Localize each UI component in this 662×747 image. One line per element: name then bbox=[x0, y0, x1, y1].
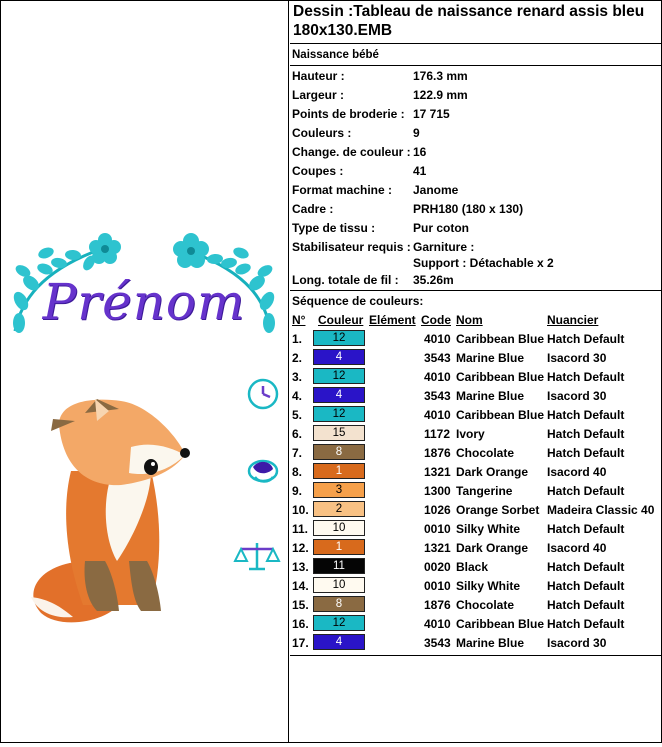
thread-name: Orange Sorbet bbox=[456, 503, 540, 517]
thread-chart: Hatch Default bbox=[547, 598, 625, 612]
thread-chart: Hatch Default bbox=[547, 427, 625, 441]
color-swatch: 1 bbox=[313, 463, 365, 479]
table-row bbox=[290, 500, 662, 519]
property-value: 122.9 mm bbox=[413, 88, 468, 102]
thread-code: 0020 bbox=[424, 560, 451, 574]
thread-code: 3543 bbox=[424, 636, 451, 650]
color-swatch: 11 bbox=[313, 558, 365, 574]
thread-name: Black bbox=[456, 560, 489, 574]
table-row bbox=[290, 614, 662, 633]
table-row bbox=[290, 576, 662, 595]
row-number: 16. bbox=[292, 617, 309, 631]
row-number: 4. bbox=[292, 389, 303, 403]
property-value: 16 bbox=[413, 145, 427, 159]
property-value: 9 bbox=[413, 126, 420, 140]
thread-name: Dark Orange bbox=[456, 541, 529, 555]
color-swatch: 15 bbox=[313, 425, 365, 441]
design-subtitle: Naissance bébé bbox=[292, 49, 379, 61]
thread-name: Tangerine bbox=[456, 484, 513, 498]
header-chart: Nuancier bbox=[547, 313, 599, 327]
color-swatch: 12 bbox=[313, 615, 365, 631]
color-swatch: 3 bbox=[313, 482, 365, 498]
thread-chart: Isacord 40 bbox=[547, 541, 607, 555]
thread-code: 1876 bbox=[424, 446, 451, 460]
thread-name: Silky White bbox=[456, 579, 521, 593]
row-number: 6. bbox=[292, 427, 303, 441]
thread-name: Caribbean Blue bbox=[456, 408, 545, 422]
property-value: PRH180 (180 x 130) bbox=[413, 202, 524, 216]
divider bbox=[290, 43, 662, 44]
thread-chart: Isacord 30 bbox=[547, 389, 607, 403]
thread-name: Ivory bbox=[456, 427, 485, 441]
thread-name: Chocolate bbox=[456, 446, 515, 460]
preview-name-text: Prénom bbox=[42, 273, 246, 331]
property-label: Change. de couleur : bbox=[292, 145, 411, 159]
thread-spool-icon bbox=[249, 461, 277, 482]
color-swatch: 8 bbox=[313, 596, 365, 612]
thread-chart: Isacord 30 bbox=[547, 351, 607, 365]
property-value: 35.26m bbox=[413, 273, 454, 287]
thread-code: 0010 bbox=[424, 579, 451, 593]
property-label: Cadre : bbox=[292, 202, 334, 216]
table-row bbox=[290, 424, 662, 443]
thread-name: Caribbean Blue bbox=[456, 332, 545, 346]
header-name: Nom bbox=[456, 313, 483, 327]
thread-code: 4010 bbox=[424, 332, 451, 346]
fox-illustration bbox=[31, 399, 190, 622]
property-label: Coupes : bbox=[292, 164, 344, 178]
divider bbox=[290, 655, 662, 656]
property-value: 17 715 bbox=[413, 107, 450, 121]
table-row bbox=[290, 443, 662, 462]
table-row bbox=[290, 519, 662, 538]
thread-code: 0010 bbox=[424, 522, 451, 536]
divider bbox=[290, 65, 662, 66]
thread-code: 1026 bbox=[424, 503, 451, 517]
thread-name: Caribbean Blue bbox=[456, 617, 545, 631]
thread-chart: Hatch Default bbox=[547, 579, 625, 593]
color-swatch: 4 bbox=[313, 349, 365, 365]
table-row bbox=[290, 348, 662, 367]
thread-name: Caribbean Blue bbox=[456, 370, 545, 384]
thread-code: 1172 bbox=[424, 427, 451, 441]
table-row bbox=[290, 329, 662, 348]
row-number: 9. bbox=[292, 484, 303, 498]
property-value: 176.3 mm bbox=[413, 69, 468, 83]
thread-chart: Hatch Default bbox=[547, 408, 625, 422]
property-label: Format machine : bbox=[292, 183, 393, 197]
thread-chart: Hatch Default bbox=[547, 617, 625, 631]
color-swatch: 2 bbox=[313, 501, 365, 517]
row-number: 3. bbox=[292, 370, 303, 384]
header-code: Code bbox=[421, 313, 451, 327]
property-label: Couleurs : bbox=[292, 126, 352, 140]
thread-code: 4010 bbox=[424, 408, 451, 422]
property-value: Garniture : bbox=[413, 240, 475, 254]
table-row bbox=[290, 633, 662, 652]
thread-chart: Hatch Default bbox=[547, 522, 625, 536]
table-row bbox=[290, 462, 662, 481]
color-swatch: 12 bbox=[313, 368, 365, 384]
property-label: Hauteur : bbox=[292, 69, 345, 83]
property-label: Stabilisateur requis : bbox=[292, 240, 411, 254]
color-swatch: 4 bbox=[313, 387, 365, 403]
table-row bbox=[290, 405, 662, 424]
row-number: 8. bbox=[292, 465, 303, 479]
design-info-sheet bbox=[290, 1, 662, 742]
thread-chart: Isacord 40 bbox=[547, 465, 607, 479]
table-row bbox=[290, 557, 662, 576]
divider bbox=[290, 290, 662, 291]
thread-name: Silky White bbox=[456, 522, 521, 536]
color-swatch: 10 bbox=[313, 520, 365, 536]
property-value: 41 bbox=[413, 164, 427, 178]
thread-chart: Hatch Default bbox=[547, 370, 625, 384]
preview-artwork bbox=[1, 1, 289, 742]
thread-code: 1321 bbox=[424, 541, 451, 555]
color-swatch: 8 bbox=[313, 444, 365, 460]
table-row bbox=[290, 595, 662, 614]
row-number: 7. bbox=[292, 446, 303, 460]
thread-code: 4010 bbox=[424, 370, 451, 384]
thread-code: 3543 bbox=[424, 351, 451, 365]
property-value-secondary: Support : Détachable x 2 bbox=[413, 256, 554, 270]
thread-code: 1321 bbox=[424, 465, 451, 479]
table-row bbox=[290, 481, 662, 500]
thread-chart: Hatch Default bbox=[547, 484, 625, 498]
table-row bbox=[290, 386, 662, 405]
row-number: 17. bbox=[292, 636, 309, 650]
color-swatch: 12 bbox=[313, 406, 365, 422]
color-swatch: 12 bbox=[313, 330, 365, 346]
property-label: Type de tissu : bbox=[292, 221, 376, 235]
thread-code: 1300 bbox=[424, 484, 451, 498]
row-number: 2. bbox=[292, 351, 303, 365]
property-label: Points de broderie : bbox=[292, 107, 405, 121]
row-number: 15. bbox=[292, 598, 309, 612]
thread-chart: Hatch Default bbox=[547, 560, 625, 574]
row-number: 10. bbox=[292, 503, 309, 517]
clock-icon bbox=[249, 380, 277, 408]
row-number: 12. bbox=[292, 541, 309, 555]
design-preview bbox=[1, 1, 289, 742]
thread-name: Chocolate bbox=[456, 598, 515, 612]
property-value: Janome bbox=[413, 183, 459, 197]
thread-code: 1876 bbox=[424, 598, 451, 612]
table-row bbox=[290, 367, 662, 386]
thread-chart: Hatch Default bbox=[547, 332, 625, 346]
row-number: 13. bbox=[292, 560, 309, 574]
thread-name: Marine Blue bbox=[456, 636, 525, 650]
color-swatch: 4 bbox=[313, 634, 365, 650]
color-sequence-title: Séquence de couleurs: bbox=[292, 294, 424, 308]
balance-scale-icon bbox=[235, 543, 279, 569]
property-label: Long. totale de fil : bbox=[292, 273, 399, 287]
property-value: Pur coton bbox=[413, 221, 469, 235]
row-number: 5. bbox=[292, 408, 303, 422]
row-number: 11. bbox=[292, 522, 309, 536]
property-label: Largeur : bbox=[292, 88, 345, 102]
thread-name: Dark Orange bbox=[456, 465, 529, 479]
row-number: 14. bbox=[292, 579, 309, 593]
table-row bbox=[290, 538, 662, 557]
thread-chart: Isacord 30 bbox=[547, 636, 607, 650]
thread-chart: Madeira Classic 40 bbox=[547, 503, 655, 517]
header-num: N° bbox=[292, 313, 306, 327]
thread-code: 3543 bbox=[424, 389, 451, 403]
thread-name: Marine Blue bbox=[456, 351, 525, 365]
row-number: 1. bbox=[292, 332, 303, 346]
thread-chart: Hatch Default bbox=[547, 446, 625, 460]
color-swatch: 1 bbox=[313, 539, 365, 555]
color-swatch: 10 bbox=[313, 577, 365, 593]
thread-code: 4010 bbox=[424, 617, 451, 631]
header-color: Couleur bbox=[318, 313, 364, 327]
thread-name: Marine Blue bbox=[456, 389, 525, 403]
design-title: Dessin :Tableau de naissance renard assis bleu 180x130.EMB bbox=[293, 3, 645, 39]
header-element: Elément bbox=[369, 313, 416, 327]
